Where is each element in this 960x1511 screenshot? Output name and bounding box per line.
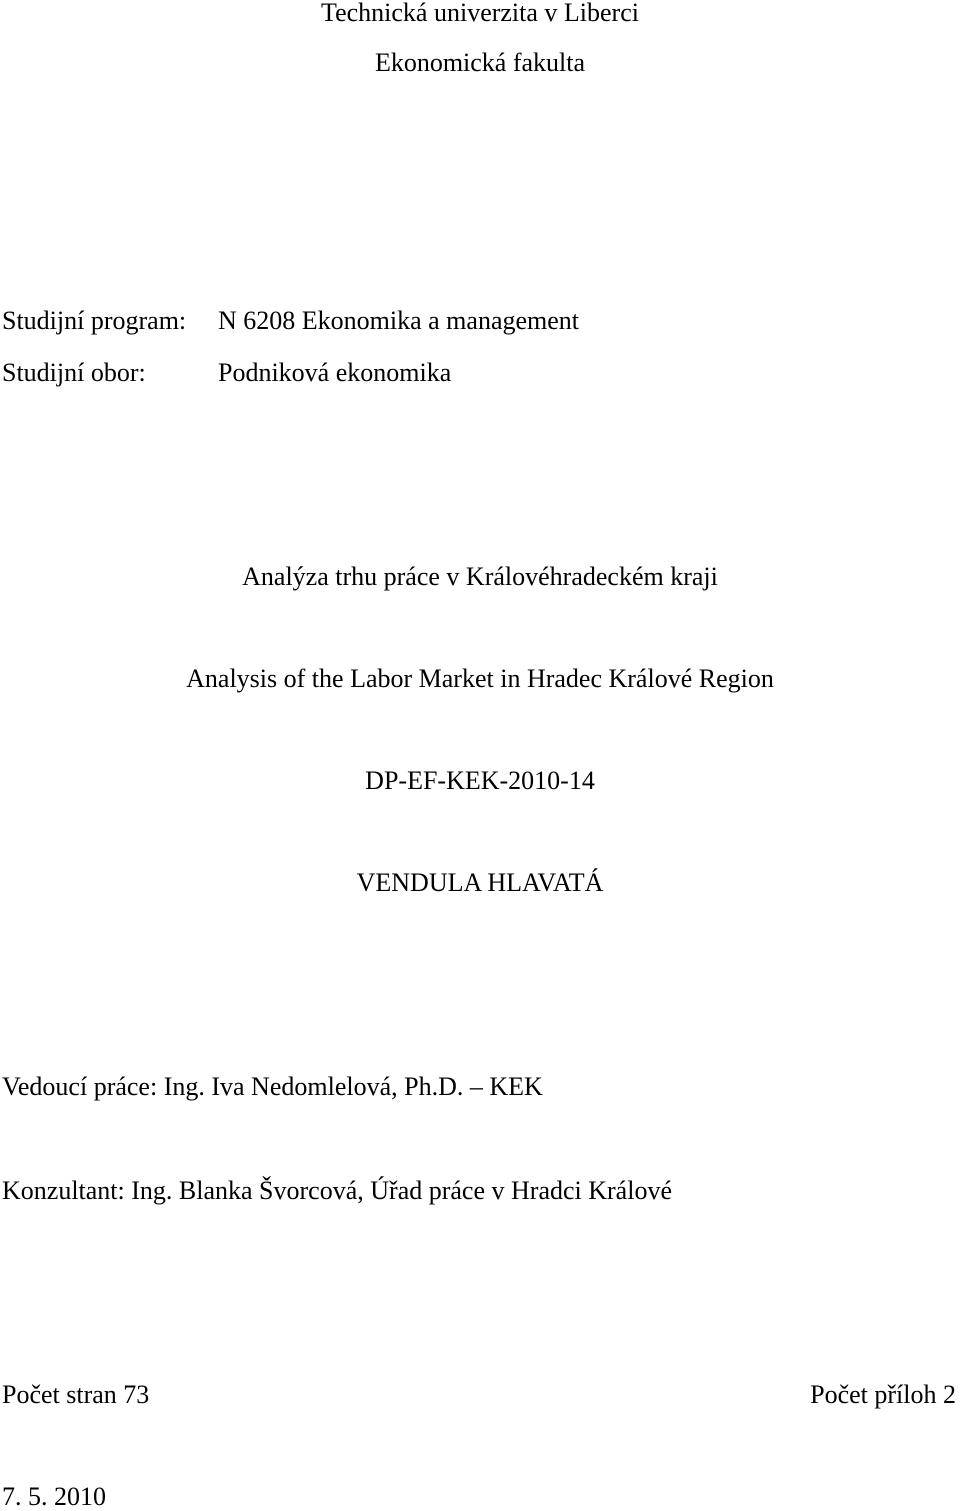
thesis-code: DP-EF-KEK-2010-14 [365, 766, 595, 795]
author-name: VENDULA HLAVATÁ [356, 868, 604, 897]
study-program-label: Studijní program: [2, 306, 187, 335]
consultant-line: Konzultant: Ing. Blanka Švorcová, Úřad práce v Hradci Králové [2, 1176, 672, 1205]
thesis-title-english: Analysis of the Labor Market in Hradec Králové Region [186, 664, 774, 693]
study-program-value: N 6208 Ekonomika a management [218, 306, 580, 335]
thesis-title-czech: Analýza trhu práce v Královéhradeckém kraji [242, 562, 718, 591]
supervisor-line: Vedoucí práce: Ing. Iva Nedomlelová, Ph.D. – KEK [2, 1072, 543, 1101]
attachment-count: Počet příloh 2 [810, 1380, 956, 1409]
study-field-label: Studijní obor: [2, 358, 146, 387]
study-field-value: Podniková ekonomika [218, 358, 452, 387]
submission-date: 7. 5. 2010 [2, 1482, 106, 1511]
faculty-name: Ekonomická fakulta [374, 48, 586, 77]
page-count: Počet stran 73 [2, 1380, 150, 1409]
university-name: Technická univerzita v Liberci [321, 0, 639, 27]
